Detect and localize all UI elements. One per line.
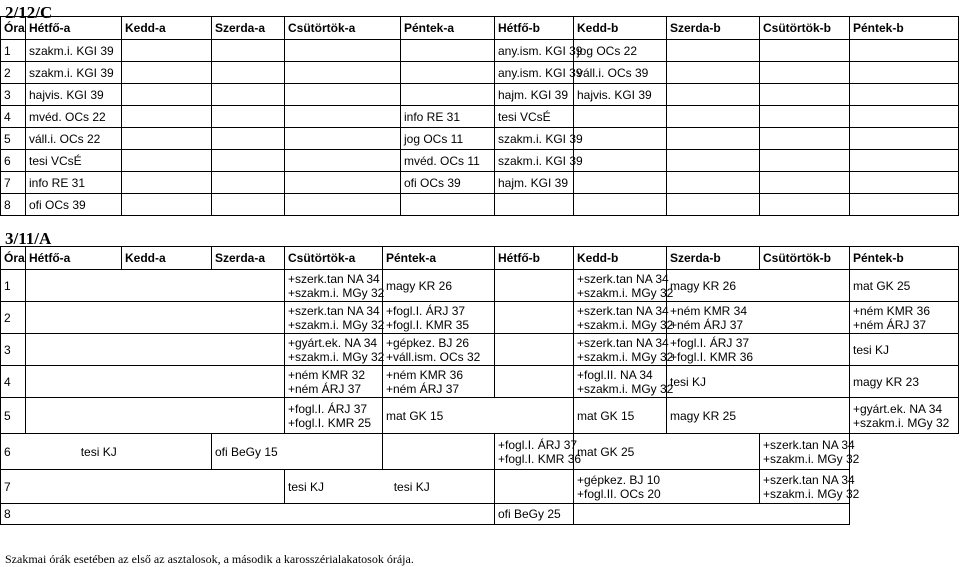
- lesson-cell: jog OCs 22: [574, 40, 667, 62]
- lesson-cell: [383, 270, 495, 302]
- lesson-line: tesi KJ: [670, 374, 707, 389]
- lesson-line: +szakm.i. MGy 32: [288, 349, 385, 364]
- lesson-cell: [212, 84, 285, 106]
- table-row: [1, 334, 959, 366]
- table-row: [1, 366, 959, 398]
- lesson-cell: [667, 334, 850, 366]
- table-row: [1, 270, 959, 302]
- lesson-line: +váll.ism. OCs 32: [386, 349, 481, 364]
- period-number: 2: [1, 62, 26, 84]
- lesson-line: +fogl.I. KMR 36: [498, 451, 582, 466]
- lesson-line: +ném KMR 36: [853, 303, 931, 318]
- lesson-cell: váll.i. OCs 39: [574, 62, 667, 84]
- lesson-cell: info RE 31: [401, 106, 495, 128]
- lesson-cell: mvéd. OCs 11: [401, 150, 495, 172]
- lesson-cell: [574, 128, 667, 150]
- lesson-cell: [122, 40, 212, 62]
- lesson-cell: [574, 172, 667, 194]
- header-pentek-b: Péntek-b: [850, 17, 959, 40]
- lesson-cell: [122, 62, 212, 84]
- lesson-cell: ofi OCs 39: [401, 172, 495, 194]
- lesson-line: +fogl.I. ÁRJ 37: [386, 303, 466, 318]
- period-number: 4: [1, 106, 26, 128]
- table-row: [1, 434, 959, 470]
- lesson-cell: [850, 172, 959, 194]
- lesson-line: +szakm.i. MGy 32: [577, 349, 674, 364]
- table-row: [1, 172, 959, 194]
- empty-cell: [383, 434, 495, 470]
- header-kedd-a: Kedd-a: [122, 17, 212, 40]
- lesson-cell: [495, 504, 574, 525]
- lesson-cell: [850, 334, 959, 366]
- lesson-line: +szerk.tan NA 34: [288, 271, 380, 286]
- lesson-cell: [667, 270, 850, 302]
- class-title-3-11-a: 3/11/A: [5, 229, 52, 248]
- period-number: 1: [1, 270, 26, 302]
- period-number: [1, 504, 495, 525]
- lesson-cell: [285, 40, 401, 62]
- lesson-line: ofi BeGy 25: [498, 507, 561, 521]
- lesson-cell: [495, 194, 574, 216]
- lesson-cell: tesi VCsÉ: [495, 106, 574, 128]
- lesson-cell: hajm. KGI 39: [495, 172, 574, 194]
- period-number: 7: [1, 172, 26, 194]
- lesson-cell: [574, 398, 667, 434]
- header-kedd-b: Kedd-b: [574, 17, 667, 40]
- lesson-cell: [667, 398, 850, 434]
- lesson-cell: [212, 150, 285, 172]
- period-number-label: 8: [4, 507, 11, 521]
- lesson-line: mat GK 15: [386, 408, 444, 423]
- lesson-line: tesi KJ: [288, 479, 325, 494]
- lesson-cell: [401, 62, 495, 84]
- table-row: [1, 302, 959, 334]
- lesson-cell: ofi OCs 39: [26, 194, 122, 216]
- empty-cell: [26, 302, 285, 334]
- lesson-cell: [667, 172, 760, 194]
- lesson-cell: [212, 106, 285, 128]
- lesson-line: +fogl.I. ÁRJ 37: [498, 437, 578, 452]
- period-number: 5: [1, 398, 26, 434]
- lesson-cell: jog OCs 11: [401, 128, 495, 150]
- empty-cell: [495, 302, 574, 334]
- table-row: [1, 398, 959, 434]
- timetable-3-11-a: [0, 246, 959, 525]
- header-szerda-b: Szerda-b: [667, 247, 760, 270]
- lesson-line: tesi KJ: [853, 342, 890, 357]
- lesson-cell: [383, 334, 495, 366]
- lesson-line: mat GK 15: [577, 408, 635, 423]
- lesson-cell: [667, 150, 760, 172]
- lesson-cell: [574, 194, 667, 216]
- lesson-line: +gyárt.ek. NA 34: [853, 401, 943, 416]
- table-row: [1, 194, 959, 216]
- lesson-line: +gépkez. BJ 26: [386, 335, 470, 350]
- lesson-line: +ném ÁRJ 37: [386, 381, 460, 396]
- lesson-cell: [401, 40, 495, 62]
- lesson-cell: tesi VCsÉ: [26, 150, 122, 172]
- lesson-cell: [122, 194, 212, 216]
- lesson-line: +fogl.I. KMR 35: [386, 317, 470, 332]
- header-szerda-b: Szerda-b: [667, 17, 760, 40]
- lesson-line: mat GK 25: [853, 278, 911, 293]
- header-csutortok-a: Csütörtök-a: [285, 17, 401, 40]
- lesson-cell: [574, 302, 674, 334]
- header-szerda-a: Szerda-a: [212, 247, 285, 270]
- period-number: [1, 434, 212, 470]
- lesson-cell: [285, 366, 383, 398]
- lesson-cell: [667, 194, 760, 216]
- lesson-cell: [760, 62, 850, 84]
- lesson-line: +fogl.I. ÁRJ 37: [288, 401, 368, 416]
- lesson-line: +fogl.II. NA 34: [577, 367, 653, 382]
- lesson-line: +ném ÁRJ 37: [288, 381, 362, 396]
- lesson-cell: [667, 84, 760, 106]
- lesson-cell: [760, 434, 860, 470]
- lesson-cell: [285, 106, 401, 128]
- table-row: [1, 62, 959, 84]
- lesson-cell: hajvis. KGI 39: [26, 84, 122, 106]
- lesson-line: +szakm.i. MGy 32: [577, 317, 674, 332]
- header-csutortok-b: Csütörtök-b: [760, 247, 850, 270]
- lesson-cell: váll.i. OCs 22: [26, 128, 122, 150]
- lesson-cell: [850, 302, 959, 334]
- lesson-cell: [285, 194, 401, 216]
- lesson-line: +ném KMR 32: [288, 367, 366, 382]
- lesson-cell: szakm.i. KGI 39: [495, 150, 574, 172]
- table-row: [1, 106, 959, 128]
- lesson-cell: any.ism. KGI 39: [495, 40, 574, 62]
- lesson-line: +ném KMR 36: [386, 367, 464, 382]
- lesson-cell: [850, 194, 959, 216]
- lesson-cell: [285, 470, 495, 504]
- lesson-cell: [760, 106, 850, 128]
- lesson-line: tesi KJ: [393, 479, 430, 494]
- table-row: [1, 84, 959, 106]
- lesson-line: +gépkez. BJ 10: [577, 472, 661, 487]
- lesson-line: +ném ÁRJ 37: [853, 317, 927, 332]
- lesson-cell: [850, 398, 959, 434]
- lesson-cell: [760, 172, 850, 194]
- header-pentek-a: Péntek-a: [383, 247, 495, 270]
- lesson-cell: [495, 434, 582, 470]
- lesson-line: +szerk.tan NA 34: [577, 303, 669, 318]
- lesson-cell: [122, 106, 212, 128]
- header-ora: Óra: [1, 247, 26, 270]
- merged-row-label: [4, 507, 491, 521]
- table-row: [1, 470, 959, 504]
- table-header-row: [1, 247, 959, 270]
- lesson-cell: [285, 172, 401, 194]
- table-row: [1, 40, 959, 62]
- lesson-line: +szerk.tan NA 34: [763, 437, 855, 452]
- merged-row-label: [4, 445, 208, 459]
- lesson-cell: [667, 302, 850, 334]
- lesson-line: tesi KJ: [80, 444, 117, 459]
- lesson-cell: info RE 31: [26, 172, 122, 194]
- lesson-cell: [212, 128, 285, 150]
- lesson-cell: [850, 62, 959, 84]
- lesson-cell: [122, 172, 212, 194]
- period-number: 1: [1, 40, 26, 62]
- lesson-line: +szakm.i. MGy 32: [853, 415, 950, 430]
- header-csutortok-a: Csütörtök-a: [285, 247, 383, 270]
- lesson-line: +szerk.tan NA 34: [288, 303, 380, 318]
- period-number: 2: [1, 302, 26, 334]
- lesson-line: +szerk.tan NA 34: [577, 335, 669, 350]
- lesson-cell: hajvis. KGI 39: [574, 84, 667, 106]
- lesson-cell: szakm.i. KGI 39: [495, 128, 574, 150]
- class-title-2-12-c: 2/12/C: [5, 3, 53, 22]
- header-pentek-a: Péntek-a: [401, 17, 495, 40]
- lesson-line: +szerk.tan NA 34: [577, 271, 669, 286]
- lesson-cell: [383, 302, 495, 334]
- period-number: 3: [1, 84, 26, 106]
- lesson-line: +szakm.i. MGy 32: [577, 381, 674, 396]
- lesson-cell: [850, 84, 959, 106]
- lesson-line: +szakm.i. MGy 32: [763, 451, 860, 466]
- header-hetfo-b: Hétfő-b: [495, 17, 574, 40]
- lesson-cell: [760, 84, 850, 106]
- empty-cell: [26, 270, 285, 302]
- empty-cell: [495, 470, 574, 504]
- empty-cell: [574, 504, 850, 525]
- lesson-cell: [212, 194, 285, 216]
- lesson-cell: [285, 302, 383, 334]
- header-hetfo-a: Hétfő-a: [26, 247, 122, 270]
- lesson-cell: [285, 84, 401, 106]
- empty-cell: [26, 366, 285, 398]
- header-ora: Óra: [1, 17, 26, 40]
- lesson-cell: [383, 366, 495, 398]
- lesson-cell: [850, 270, 959, 302]
- lesson-cell: [285, 62, 401, 84]
- table-row: [1, 504, 959, 525]
- lesson-cell: [383, 398, 574, 434]
- lesson-cell: szakm.i. KGI 39: [26, 62, 122, 84]
- lesson-cell: szakm.i. KGI 39: [26, 40, 122, 62]
- lesson-line: +ném ÁRJ 37: [670, 317, 744, 332]
- lesson-line: magy KR 26: [670, 278, 737, 293]
- lesson-cell: [850, 40, 959, 62]
- empty-cell: [26, 398, 285, 434]
- lesson-cell: [285, 398, 383, 434]
- lesson-cell: [850, 128, 959, 150]
- lesson-cell: [667, 40, 760, 62]
- lesson-cell: [760, 40, 850, 62]
- lesson-line: +szakm.i. MGy 32: [763, 486, 860, 501]
- lesson-cell: [285, 128, 401, 150]
- lesson-line: +fogl.I. ÁRJ 37: [670, 335, 750, 350]
- lesson-cell: [667, 366, 850, 398]
- period-number: 5: [1, 128, 26, 150]
- lesson-cell: [574, 106, 667, 128]
- lesson-cell: [574, 150, 667, 172]
- header-kedd-b: Kedd-b: [574, 247, 667, 270]
- lesson-line: +gyárt.ek. NA 34: [288, 335, 378, 350]
- lesson-line: magy KR 26: [386, 278, 453, 293]
- lesson-cell: [760, 470, 860, 504]
- lesson-line: +fogl.I. KMR 36: [670, 349, 754, 364]
- lesson-cell: any.ism. KGI 39: [495, 62, 574, 84]
- lesson-cell: mvéd. OCs 22: [26, 106, 122, 128]
- lesson-line: +szerk.tan NA 34: [763, 472, 855, 487]
- period-number: 3: [1, 334, 26, 366]
- header-pentek-b: Péntek-b: [850, 247, 959, 270]
- period-number: 8: [1, 194, 26, 216]
- lesson-cell: [667, 128, 760, 150]
- period-number: 4: [1, 366, 26, 398]
- lesson-line: magy KR 25: [670, 408, 737, 423]
- header-hetfo-a: Hétfő-a: [26, 17, 122, 40]
- lesson-cell: [122, 150, 212, 172]
- lesson-cell: [574, 270, 674, 302]
- lesson-line: +fogl.I. KMR 25: [288, 415, 372, 430]
- lesson-cell: [850, 106, 959, 128]
- merged-row-label: [4, 479, 430, 494]
- period-number: 6: [1, 150, 26, 172]
- period-number: [1, 470, 430, 504]
- lesson-line: +fogl.II. OCs 20: [577, 486, 661, 501]
- period-number-label: 7: [4, 479, 11, 494]
- lesson-cell: [850, 366, 959, 398]
- lesson-cell: [212, 434, 383, 470]
- header-szerda-a: Szerda-a: [212, 17, 285, 40]
- empty-cell: [26, 334, 285, 366]
- period-number-label: 6: [4, 444, 11, 459]
- lesson-line: magy KR 23: [853, 374, 920, 389]
- empty-cell: [495, 270, 574, 302]
- lesson-line: ofi BeGy 15: [215, 444, 278, 459]
- lesson-cell: [285, 150, 401, 172]
- lesson-cell: [760, 150, 850, 172]
- header-hetfo-b: Hétfő-b: [495, 247, 574, 270]
- lesson-cell: [574, 470, 760, 504]
- table-row: [1, 150, 959, 172]
- lesson-cell: [401, 194, 495, 216]
- lesson-cell: [212, 40, 285, 62]
- timetable-2-12-c: [0, 16, 959, 216]
- header-csutortok-b: Csütörtök-b: [760, 17, 850, 40]
- lesson-cell: [122, 84, 212, 106]
- empty-cell: [495, 366, 574, 398]
- lesson-cell: [667, 62, 760, 84]
- lesson-cell: [574, 334, 674, 366]
- empty-cell: [495, 334, 574, 366]
- lesson-cell: [667, 106, 760, 128]
- lesson-cell: [285, 334, 383, 366]
- lesson-cell: [574, 434, 760, 470]
- lesson-line: +szakm.i. MGy 32: [288, 285, 385, 300]
- lesson-cell: [574, 366, 674, 398]
- lesson-line: +szakm.i. MGy 32: [577, 285, 674, 300]
- lesson-cell: [212, 172, 285, 194]
- lesson-cell: [760, 194, 850, 216]
- lesson-cell: [212, 62, 285, 84]
- lesson-cell: [850, 150, 959, 172]
- lesson-line: +ném KMR 34: [670, 303, 748, 318]
- lesson-cell: [760, 128, 850, 150]
- lesson-cell: [285, 270, 383, 302]
- table-header-row: [1, 17, 959, 40]
- lesson-cell: [122, 128, 212, 150]
- lesson-cell: hajm. KGI 39: [495, 84, 574, 106]
- footnote: Szakmai órák esetében az első az asztalosok, a második a karosszérialakatosok órája.: [5, 552, 414, 566]
- lesson-cell: [401, 84, 495, 106]
- lesson-line: +szakm.i. MGy 32: [288, 317, 385, 332]
- table-row: [1, 128, 959, 150]
- header-kedd-a: Kedd-a: [122, 247, 212, 270]
- lesson-line: mat GK 25: [577, 444, 635, 459]
